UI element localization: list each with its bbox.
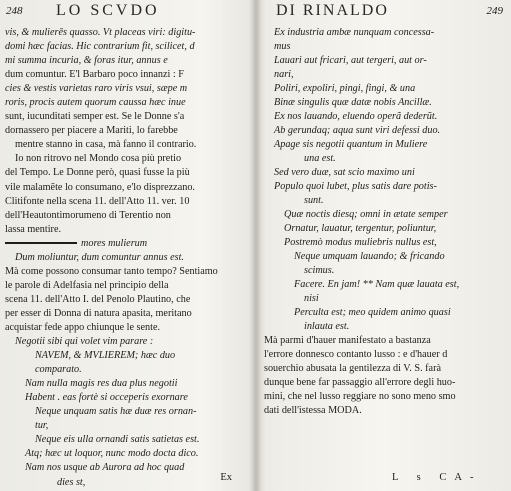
text-line	[264, 194, 507, 208]
left-page-header	[0, 2, 254, 24]
text-line	[264, 110, 507, 124]
line-text: NAVEM, & MVLIEREM; hæc duo	[35, 350, 176, 362]
text-line	[5, 166, 250, 180]
line-text: mores mulierum	[81, 237, 148, 249]
right-page-header	[258, 2, 511, 24]
text-line	[5, 195, 250, 209]
text-line	[264, 362, 507, 376]
left-running-head: LO SCVDO	[56, 2, 160, 19]
text-line	[5, 237, 250, 251]
line-text: lassa mentire.	[5, 223, 62, 235]
text-line	[5, 181, 250, 195]
right-catchword: L s CA-	[392, 472, 482, 483]
text-line	[264, 404, 507, 418]
text-line	[264, 54, 507, 68]
line-text: Ex industria ambæ nunquam concessa-	[274, 27, 435, 38]
right-page	[258, 0, 511, 491]
text-line	[5, 363, 250, 377]
line-text: Mà come possono consumar tanto tempo? Sentiamo	[5, 265, 218, 277]
text-line	[264, 348, 507, 362]
line-text: dornassero per piacere a Mariti, lo farebbe	[5, 125, 178, 137]
line-text: Neque umquam lauando; & fricando	[294, 251, 445, 262]
text-line	[5, 40, 250, 54]
text-line	[264, 292, 507, 306]
text-line	[5, 152, 250, 166]
line-text: Io non ritrovo nel Mondo cosa più pretio	[15, 153, 182, 165]
text-line	[264, 236, 507, 250]
line-text: souerchio abusata la gentilezza di V. S. farà	[264, 363, 441, 374]
text-line	[5, 349, 250, 363]
text-line	[5, 251, 250, 265]
line-text: Negotii sibi qui volet vim parare :	[15, 336, 154, 348]
text-line	[264, 96, 507, 110]
text-line	[5, 265, 250, 279]
line-text: Mà parmi d'hauer manifestato a bastanza	[264, 335, 431, 346]
text-line	[264, 334, 507, 348]
line-text: Nam nulla magis res dua plus negotii	[25, 378, 178, 390]
text-line	[5, 377, 250, 391]
line-text: mus	[274, 41, 291, 52]
line-text: domi hæc facias. Hic contrarium fit, scilicet, d	[5, 41, 195, 53]
text-line	[5, 476, 250, 490]
line-text: tur,	[35, 420, 49, 432]
line-text: nari,	[274, 69, 294, 80]
text-line	[5, 82, 250, 96]
line-text: Quæ noctis diesq; omni in ætate semper	[284, 209, 448, 220]
line-text: per esser di Donna di natura apasita, meritano	[5, 307, 192, 319]
text-line	[5, 391, 250, 405]
line-text: mini, che nel lusso reggiare no sono meno smo	[264, 391, 456, 402]
text-line	[5, 447, 250, 461]
line-text: Binæ singulis quæ datæ nobis Ancillæ.	[274, 97, 432, 108]
text-line	[5, 68, 250, 82]
text-line	[264, 138, 507, 152]
text-line	[5, 279, 250, 293]
line-text: dell'Heautontimorumeno di Terentio non	[5, 209, 171, 221]
line-text: Populo quoi lubet, plus satis dare potis-	[274, 181, 437, 192]
text-line	[264, 390, 507, 404]
text-line	[5, 461, 250, 475]
line-text: cies & vestis varietas raro viris vsui, sæpe m	[5, 83, 188, 95]
line-text: Lauari aut fricari, aut tergeri, aut or-	[274, 55, 427, 66]
line-text: inlauta est.	[304, 321, 350, 332]
text-line	[5, 223, 250, 237]
text-line	[5, 307, 250, 321]
line-text: sunt.	[304, 195, 324, 206]
line-text: comparato.	[35, 364, 82, 376]
text-line	[5, 419, 250, 433]
line-text: dunque bene far passaggio all'errore degli huo-	[264, 377, 456, 388]
text-line	[5, 96, 250, 110]
text-line	[264, 222, 507, 236]
text-line	[5, 209, 250, 223]
line-text: mi summa incuria, & foras itur, annus e	[5, 55, 168, 67]
line-text: Neque unquam satis hæ duæ res ornan-	[35, 406, 197, 418]
line-text: le parole di Adelfasia nel principio della	[5, 279, 169, 291]
text-line	[264, 306, 507, 320]
line-text: una est.	[304, 153, 336, 164]
right-page-number: 249	[486, 5, 503, 17]
text-line	[264, 278, 507, 292]
text-line	[264, 82, 507, 96]
line-text: Neque eis ulla ornandi satis satietas est.	[35, 434, 200, 446]
dash-rule	[5, 242, 77, 244]
text-line	[264, 26, 507, 40]
line-text: Clitifonte nella scena 11. dell'Atto 11. ver. 10	[5, 195, 190, 207]
line-text: Ornatur, lauatur, tergentur, poliuntur,	[284, 223, 437, 234]
left-catchword: Ex	[220, 472, 232, 483]
text-line	[264, 124, 507, 138]
text-line	[264, 152, 507, 166]
left-page	[0, 0, 254, 491]
text-line	[5, 138, 250, 152]
line-text: vile malamẽte lo consumano, e'lo disprezzano.	[5, 181, 195, 193]
text-line	[5, 124, 250, 138]
line-text: Atq; hæc ut loquor, nunc modo docta dico.	[25, 448, 199, 460]
line-text: mentre stanno in casa, mà fanno il contrario.	[15, 139, 197, 151]
line-text: Sed vero duæ, sat scio maximo uni	[274, 167, 415, 178]
text-line	[264, 180, 507, 194]
text-line	[5, 54, 250, 68]
line-text: del Tempo. Le Donne però, quasi fusse la più	[5, 167, 190, 179]
right-page-text	[264, 26, 507, 418]
text-line	[264, 166, 507, 180]
line-text: roris, procis autem quorum caussa hæc inue	[5, 97, 186, 109]
text-line	[264, 376, 507, 390]
line-text: Habent . eas fortè si occeperis exornare	[25, 392, 188, 404]
line-text: Ab gerundaq; aqua sunt viri defessi duo.	[274, 125, 441, 136]
text-line	[264, 68, 507, 82]
text-line	[264, 250, 507, 264]
text-line	[264, 40, 507, 54]
left-page-text	[5, 26, 250, 490]
line-text: dum comuntur. E'l Barbaro poco innanzi : F	[5, 69, 184, 81]
line-text: Postremò modus muliebris nullus est,	[284, 237, 437, 248]
line-text: l'errore donnesco contanto lusso : e d'hauer d	[264, 349, 448, 360]
text-line	[5, 26, 250, 40]
text-line	[5, 110, 250, 124]
text-line	[264, 208, 507, 222]
line-text: Ex nos lauando, eluendo operã dederũt.	[274, 111, 438, 122]
left-page-number: 248	[6, 5, 23, 17]
line-text: vis, & mulierēs quasso. Vt placeas viri: digitu-	[5, 27, 196, 38]
line-text: sunt, iucunditati semper est. Se le Donne s'a	[5, 111, 185, 123]
line-text: Perculta est; meo quidem animo quasi	[294, 307, 451, 318]
text-line	[5, 433, 250, 447]
text-line	[264, 320, 507, 334]
line-text: Dum moliuntur, dum comuntur annus est.	[15, 251, 184, 263]
line-text: dies st,	[57, 476, 86, 488]
text-line	[264, 264, 507, 278]
line-text: scena 11. dell'Atto I. del Penolo Plautino, che	[5, 293, 191, 305]
right-running-head: DI RINALDO	[276, 2, 389, 19]
line-text: Nam nos usque ab Aurora ad hoc quad	[25, 462, 185, 474]
text-line	[5, 321, 250, 335]
line-text: scimus.	[304, 265, 335, 276]
line-text: dati dell'istessa MODA.	[264, 405, 362, 416]
text-line	[5, 405, 250, 419]
line-text: Poliri, expoliri, pingi, fingi, & una	[274, 83, 416, 94]
line-text: nisi	[304, 293, 319, 304]
line-text: acquistar fede appo chiunque le sente.	[5, 321, 161, 333]
line-text: Facere. En jam! ** Nam quæ lauata est,	[294, 279, 460, 290]
text-line	[5, 293, 250, 307]
text-line	[5, 335, 250, 349]
line-text: Apage sis negotii quantum in Muliere	[274, 139, 428, 150]
